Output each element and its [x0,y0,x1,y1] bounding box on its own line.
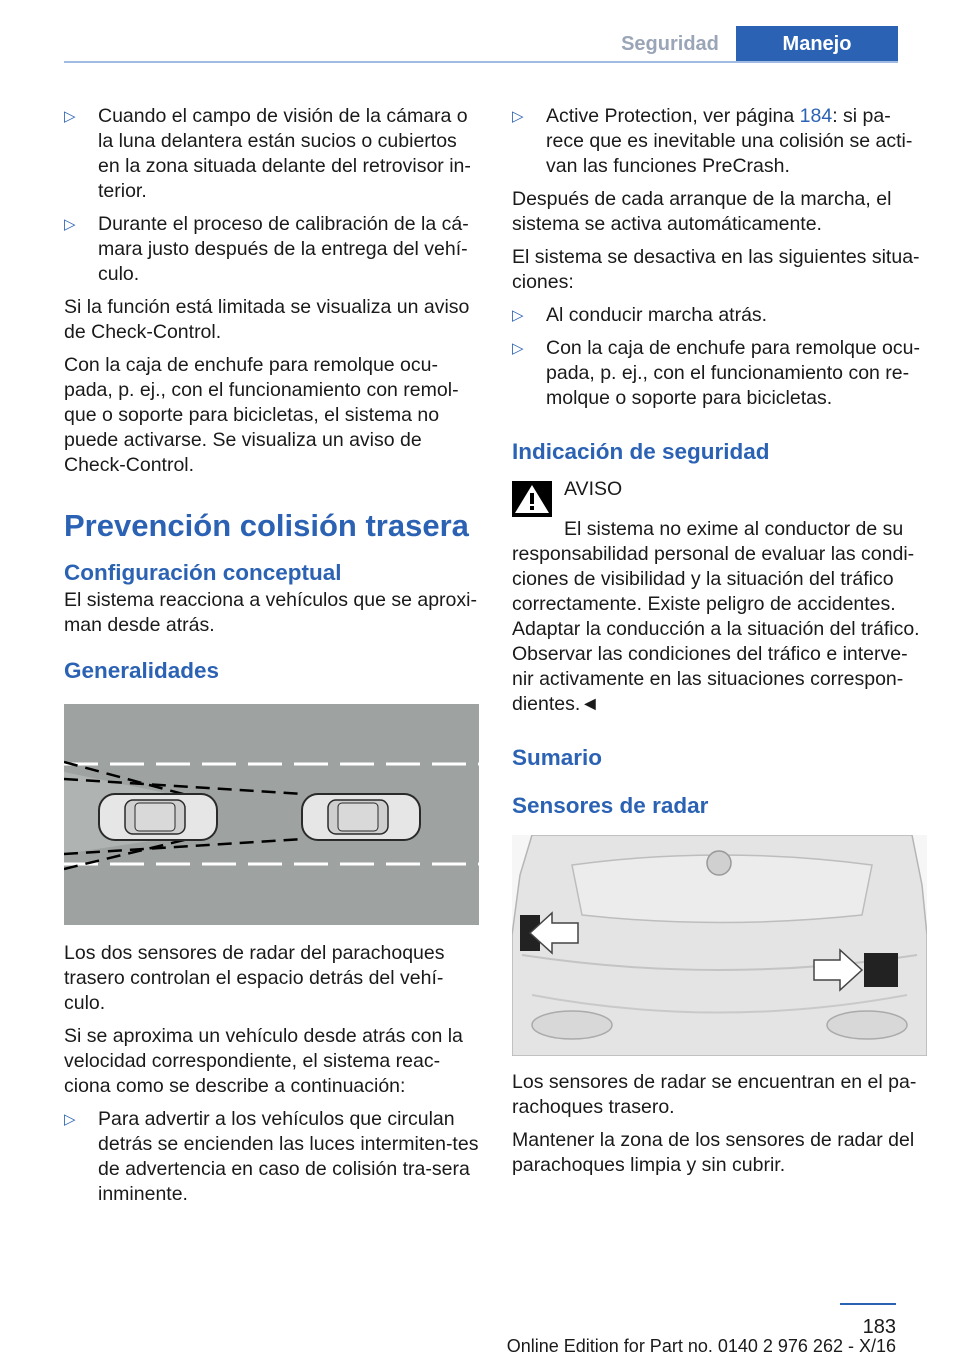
rear-collision-illustration [64,704,479,925]
warning-title: AVISO [564,478,623,500]
header-tab-active[interactable]: Manejo [736,26,898,62]
page-number: 183 [862,1316,896,1338]
paragraph-radar-keep-clean: Mantener la zona de los sensores de radar del parachoques limpia y sin cubrir. [512,1129,915,1176]
subsection-title-config: Configuración conceptual [64,560,342,585]
paragraph-radar-location: Los sensores de radar se encuentran en el pa‐rachoques trasero. [512,1071,917,1118]
triangle-bullet-icon: ▷ [512,340,524,357]
subsection-title-summary: Sumario [512,745,603,770]
paragraph-approach: Si se aproxima un vehículo desde atrás con la velocidad correspondiente, el sistema reac‐ciona como se describe a continuación: [64,1025,463,1097]
section-title: Prevención colisión trasera [64,508,469,543]
warning-body-text: El sistema no exime al conductor de su responsabilidad personal de evaluar las condi‐ciones de visibilidad y la situación del tráfico correctamente. Existe peligro de accidentes. Adaptar la conducción a la situación del tráfico. Observar las condiciones del tráfico e interve‐nir activamente en las situaciones correspon‐dientes.◄ [512,518,920,715]
triangle-bullet-icon: ▷ [64,216,76,233]
paragraph-deactivate: El sistema se desactiva en las siguientes situa‐ciones: [512,246,920,293]
list-item-text: Con la caja de enchufe para remolque ocu‐pada, p. ej., con el funcionamiento con re‐molque o soporte para bicicletas. [546,337,920,409]
footer-edition: Online Edition for Part no. 0140 2 976 262 - X/16 [506,1336,896,1356]
header-rule [64,61,898,63]
right-column [512,104,927,1186]
list-item [512,303,927,328]
warning-block [512,477,927,517]
paragraph-check-control: Si la función está limitada se visualiza un aviso de Check-Control. [64,296,470,343]
header-tab-section[interactable]: Seguridad [604,26,736,62]
list-item-text: Durante el proceso de calibración de la cá‐mara justo después de la entrega del vehí‐culo. [98,213,469,285]
subsubsection-title-radar: Sensores de radar [512,793,709,818]
list-item-text-post: : si pa‐rece que es inevitable una colisión se acti‐van las funciones PreCrash. [546,105,913,177]
list-item-text: Cuando el campo de visión de la cámara o la luna delantera están sucios o cubiertos en la zona situada delante del retrovisor in‐terior. [98,105,471,202]
paragraph-sensors: Los dos sensores de radar del parachoques trasero controlan el espacio detrás del vehí‐culo. [64,942,445,1014]
subsection-title-safety: Indicación de seguridad [512,439,770,464]
warning-body [512,517,927,717]
footer-rule [840,1303,896,1305]
paragraph-config: El sistema reacciona a vehículos que se aproxi‐man desde atrás. [64,589,477,636]
subsection-title-general: Generalidades [64,658,220,683]
triangle-bullet-icon: ▷ [64,108,76,125]
list-item [64,104,479,204]
list-item [64,1107,479,1207]
warning-triangle-icon [512,481,552,517]
list-item-text-pre: Active Protection, ver página [546,105,800,127]
list-item [512,336,927,411]
left-column [64,104,479,1215]
triangle-bullet-icon: ▷ [64,1111,76,1128]
triangle-bullet-icon: ▷ [512,108,524,125]
list-item-text: Para advertir a los vehículos que circulan detrás se encienden las luces intermiten‐tes de advertencia en caso de colisión tra‐sera inminente. [98,1108,479,1205]
triangle-bullet-icon: ▷ [512,307,524,324]
list-item [512,104,927,179]
paragraph-auto-activate: Después de cada arranque de la marcha, el sistema se activa automáticamente. [512,188,892,235]
list-item-text: Al conducir marcha atrás. [546,304,768,326]
paragraph-trailer: Con la caja de enchufe para remolque ocu‐pada, p. ej., con el funcionamiento con remol‐que o soporte para bicicletas, el sistema no puede activarse. Se visualiza un aviso de Check-Control. [64,354,459,476]
list-item [64,212,479,287]
radar-sensors-illustration [512,835,927,1056]
page-link[interactable]: 184 [799,105,833,127]
